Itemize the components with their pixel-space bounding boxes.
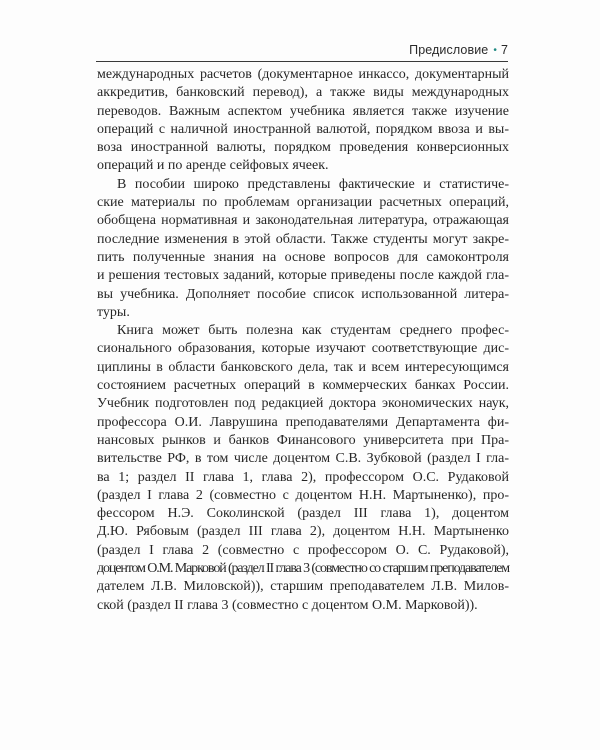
- text-line: пить полученные знания на основе вопросов для самоконтроля: [97, 249, 509, 265]
- text-line: состоянием расчетных операций в коммерческих банках России.: [97, 378, 509, 394]
- text-line: переводов. Важным аспектом учебника является также изучение: [97, 103, 509, 119]
- text-line: ской (раздел II глава 3 (совместно с доцентом О.М. Марковой)).: [97, 597, 478, 613]
- text-line: доцентом О.М. Марковой (раздел II глава 3 (совместно со старшим преподавателем: [97, 561, 509, 577]
- text-line: ва 1; раздел II глава 1, глава 2), профессором О.С. Рудаковой: [97, 469, 509, 485]
- text-line: В пособии широко представлены фактические и статистиче-: [117, 176, 509, 192]
- page-number: 7: [500, 43, 508, 57]
- text-line: Д.Ю. Рябовым (раздел III глава 2), доцентом Н.Н. Мартыненко: [97, 524, 509, 540]
- text-line: нансовых рынков и банков Финансового университета при Пра-: [97, 432, 509, 448]
- text-line: операций с наличной иностранной валютой, порядком ввоза и вы-: [97, 121, 509, 137]
- text-line: профессора О.И. Лаврушина преподавателями Департамента фи-: [97, 414, 509, 430]
- text-line: дателем Л.В. Миловской)), старшим преподавателем Л.В. Милов-: [97, 579, 509, 595]
- body-text: [97, 66, 509, 615]
- text-line: (раздел I глава 2 (совместно с доцентом Н.Н. Мартыненко), про-: [97, 487, 509, 503]
- text-line: сионального образования, которые изучают соответствующие дис-: [97, 341, 509, 357]
- bullet-separator: •: [493, 44, 497, 56]
- text-line: последние изменения в этой области. Также студенты могут закре-: [97, 231, 509, 247]
- text-line: Книга может быть полезна как студентам среднего профес-: [117, 323, 509, 339]
- text-line: ские материалы по проблемам организации расчетных операций,: [97, 195, 509, 211]
- text-line: операций и по аренде сейфовых ячеек.: [97, 158, 329, 174]
- text-line: (раздел I глава 2 (совместно с профессором О. С. Рудаковой),: [97, 542, 509, 558]
- text-line: вы учебника. Дополняет пособие список использованной литера-: [97, 286, 509, 302]
- text-line: международных расчетов (документарное инкассо, документарный: [97, 67, 509, 82]
- text-line: Учебник подготовлен под редакцией доктора экономических наук,: [97, 396, 509, 412]
- text-line: аккредитив, банковский перевод), а также виды международных: [97, 85, 509, 101]
- text-line: обобщена нормативная и законодательная литература, отражающая: [97, 213, 509, 229]
- text-line: циплины в области банковского дела, так и всем интересующимся: [97, 359, 509, 375]
- section-title: Предисловие: [409, 43, 489, 57]
- text-line: и решения тестовых заданий, которые приведены после каждой гла-: [97, 268, 509, 284]
- text-line: фессором Н.Э. Соколинской (раздел III глава 1), доцентом: [97, 506, 509, 522]
- text-line: воза иностранной валюты, порядком проведения конверсионных: [97, 140, 509, 156]
- running-head: [96, 40, 508, 60]
- header-rule: [96, 61, 508, 62]
- text-line: туры.: [97, 304, 130, 320]
- text-line: вительстве РФ, в том числе доцентом С.В. Зубковой (раздел I гла-: [97, 451, 509, 467]
